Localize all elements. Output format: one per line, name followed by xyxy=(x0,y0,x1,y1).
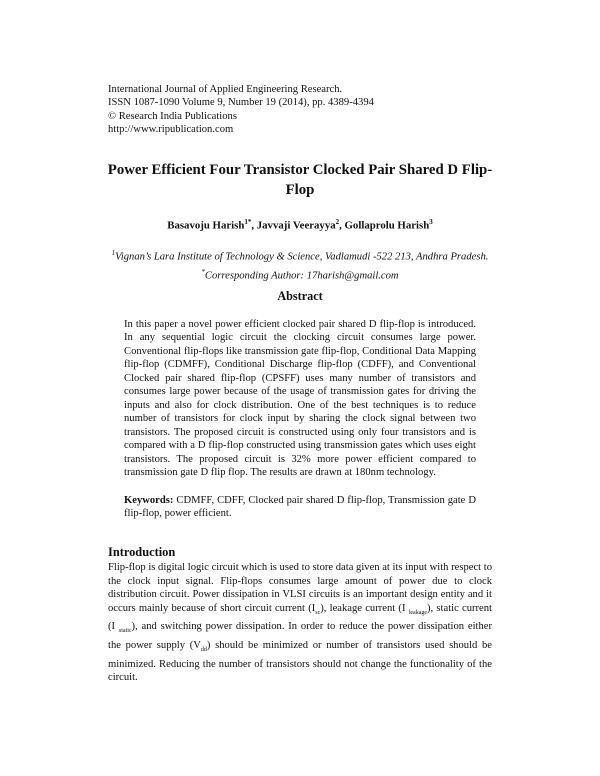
corresponding-author: Corresponding Author: 17harish@gmail.com xyxy=(204,270,399,282)
author-marker: 2 xyxy=(335,218,340,226)
journal-name: International Journal of Applied Engineering Research. xyxy=(108,84,343,95)
introduction-heading: Introduction xyxy=(108,545,176,559)
corresponding-marker: * xyxy=(201,267,205,276)
journal-header xyxy=(108,83,374,137)
affiliation xyxy=(110,246,490,283)
introduction-body: Flip-flop is digital logic circuit which is used to store data given at its input with respect to the clock input signal. Flip-flops consumes large amount of power due to clock distribution circuit. Power dissipation in VLSI circuits is an important design entity and it occurs mainly because of short circuit current $(I_{sc})$, leakage current (I $_{leakage}$), static current (I $_{static}$), and switching power dissipation. In order to reduce the power dissipation either the power supply $(V_{dd})$ should be minimized or number of transistors used should be minimized. Reducing the number of transistors should not change the functionality of the circuit. xyxy=(108,562,492,684)
publisher-url: http://www.ripublication.com xyxy=(108,124,234,136)
paper-title: Power Efficient Four Transistor Clocked Pair Shared D Flip-Flop xyxy=(107,162,493,198)
keywords-text: CDMFF, CDFF, Clocked pair shared D flip-flop, Transmission gate D flip-flop, power efficient. xyxy=(124,495,476,520)
author-marker: 1* xyxy=(244,218,252,226)
abstract-heading: Abstract xyxy=(277,289,323,303)
keywords-label: Keywords: xyxy=(124,495,174,506)
author-name: Basavoju Harish xyxy=(167,219,245,232)
issn-line: ISSN 1087-1090 Volume 9, Number 19 (2014), pp. 4389-4394 xyxy=(108,97,374,109)
author-name: Gollaprolu Harish xyxy=(344,219,430,232)
keywords xyxy=(124,494,476,521)
author-list: Basavoju Harish$^{1*}$, Javvaji Veerayya$^2$, Gollaprolu Harish$^3$ xyxy=(167,218,433,232)
affiliation-marker: 1 xyxy=(111,249,116,257)
copyright-line: © Research India Publications xyxy=(108,110,237,122)
author-marker: 3 xyxy=(429,218,433,226)
affiliation-text: Vignan’s Lara Institute of Technology & Science, Vadlamudi -522 213, Andhra Pradesh. xyxy=(115,251,489,263)
author-name: Javvaji Veerayya xyxy=(256,219,336,232)
abstract-body: In this paper a novel power efficient clocked pair shared D flip-flop is introduced. In any sequential logic circuit the clocking circuit consumes large power. Conventional flip-flops like transmission gate flip-flop, Conditional Data Mapping flip-flop (CDMFF), Conditional Discharge flip-flop (CDFF), and Conventional Clocked pair shared flip-flop (CPSFF) uses many number of transistors and consumes large power because of the usage of transmission gates for driving the inputs and also for clock distribution. One of the best techniques is to reduce number of transistors for clock input by sharing the clock signal between two transistors. The proposed circuit is constructed using only four transistors and is compared with a D flip-flop constructed using transmission gates which uses eight transistors. The proposed circuit is 32% more power efficient compared to transmission gate D flip flop. The results are drawn at 180nm technology. xyxy=(124,319,476,478)
